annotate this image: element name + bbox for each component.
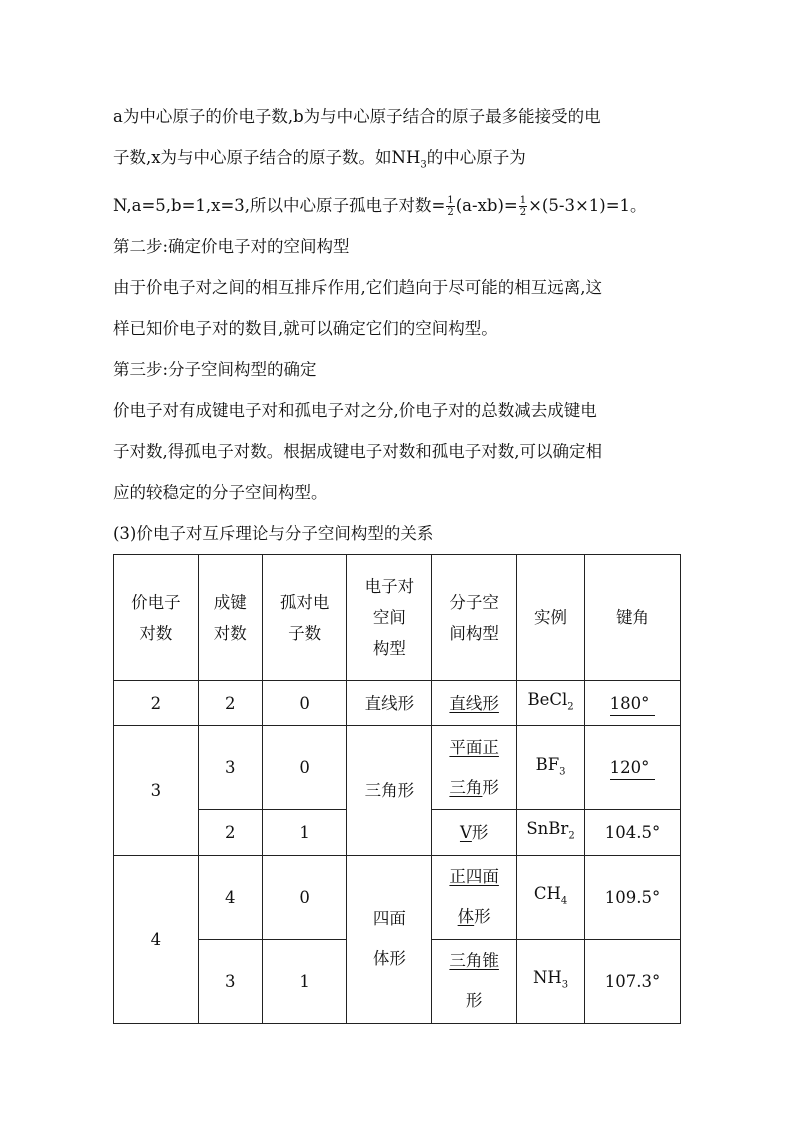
table-cell: 直线形 [432, 681, 517, 726]
table-cell: $CH_4$ [517, 855, 585, 939]
table-cell: SnBr$_2$ [517, 810, 585, 855]
table-cell: 3 [198, 726, 262, 810]
table-cell: 3 [198, 939, 262, 1023]
table-cell: 2 [114, 681, 199, 726]
table-cell: 3 [114, 726, 199, 855]
fraction: $\frac{1}{2}$ [447, 195, 454, 219]
table-cell: 2 [198, 681, 262, 726]
table-cell: 120° [585, 726, 681, 810]
table-cell: 180° [585, 681, 681, 726]
table-cell: V形 [432, 810, 517, 855]
step2-heading: 第二步:确定价电子对的空间构型 [113, 237, 350, 257]
paragraph-line: 应的较稳定的分子空间构型。 [113, 483, 328, 503]
table-cell: 109.5° [585, 855, 681, 939]
table-cell: BeCl$_2$ [517, 681, 585, 726]
table-cell: 4 [198, 855, 262, 939]
table-cell: 直线形 [347, 681, 432, 726]
table-cell: 4 [114, 855, 199, 1023]
paragraph-line: 子数,x为与中心原子结合的原子数。如$NH_3$的中心原子为 [113, 148, 526, 171]
vsepr-table [113, 554, 681, 1024]
table-cell: 107.3° [585, 939, 681, 1023]
table-cell: 1 [262, 810, 347, 855]
table-cell: $NH_3$ [517, 939, 585, 1023]
paragraph-line: 样已知价电子对的数目,就可以确定它们的空间构型。 [113, 319, 498, 339]
step3-heading: 第三步:分子空间构型的确定 [113, 360, 317, 380]
table-cell: 四面 体形 [347, 855, 432, 1023]
table-header-row [114, 555, 681, 681]
table-cell: 1 [262, 939, 347, 1023]
paragraph-line: 子对数,得孤电子对数。根据成键电子对数和孤电子对数,可以确定相 [113, 442, 602, 462]
paragraph-line: a为中心原子的价电子数,b为与中心原子结合的原子最多能接受的电 [113, 107, 601, 126]
header-cell: 孤对电 子数 [262, 555, 347, 681]
table-cell: 平面正 三角形 [432, 726, 517, 810]
table-cell: 正四面 体形 [432, 855, 517, 939]
header-cell: 实例 [517, 555, 585, 681]
table-cell: 0 [262, 855, 347, 939]
table-cell: 104.5° [585, 810, 681, 855]
fraction: $\frac{1}{2}$ [519, 195, 527, 219]
header-cell: 电子对 空间 构型 [347, 555, 432, 681]
table-row [114, 681, 681, 726]
table-cell: 三角锥 形 [432, 939, 517, 1023]
header-cell: 键角 [585, 555, 681, 681]
table-cell: $BF_3$ [517, 726, 585, 810]
header-cell: 成键 对数 [198, 555, 262, 681]
table-cell: 三角形 [347, 726, 432, 855]
table-cell: 0 [262, 681, 347, 726]
table-row [114, 726, 681, 810]
formula-line: N,a=5,b=1,x=3,所以中心原子孤电子对数= $\frac{1}{2}$ (a-xb)= $\frac{1}{2}$ ×(5-3×1)=1。 [113, 195, 647, 219]
table-cell: 2 [198, 810, 262, 855]
paragraph-line: 由于价电子对之间的相互排斥作用,它们趋向于尽可能的相互远离,这 [113, 278, 602, 298]
document-body [113, 96, 683, 554]
header-cell: 价电子 对数 [114, 555, 199, 681]
header-cell: 分子空 间构型 [432, 555, 517, 681]
table-cell: 0 [262, 726, 347, 810]
section-title: (3)价电子对互斥理论与分子空间构型的关系 [113, 524, 434, 544]
table-row [114, 855, 681, 939]
paragraph-line: 价电子对有成键电子对和孤电子对之分,价电子对的总数减去成键电 [113, 401, 597, 421]
